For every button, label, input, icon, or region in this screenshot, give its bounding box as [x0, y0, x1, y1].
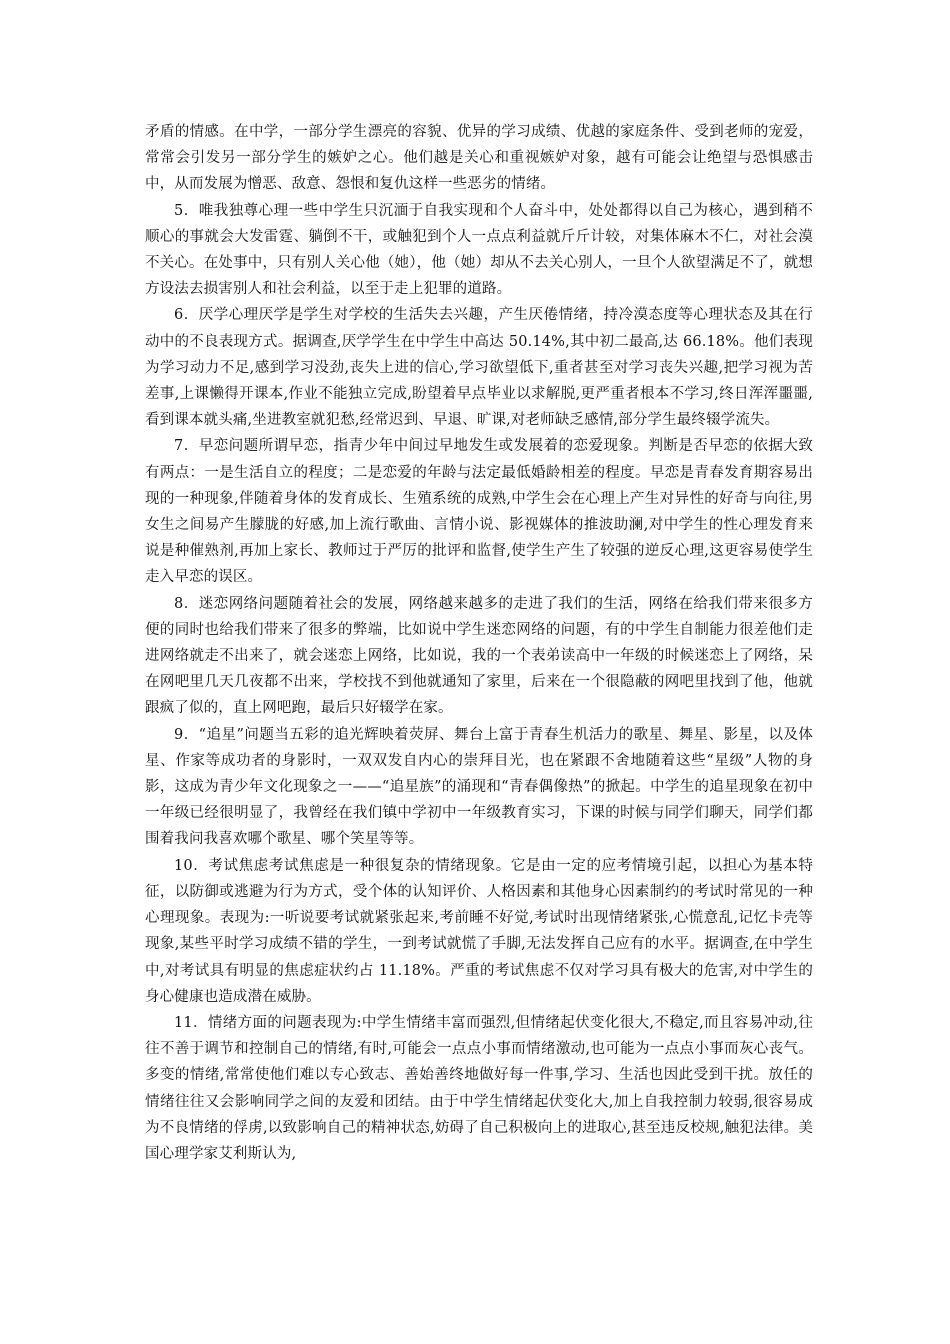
- paragraph-8: 8．迷恋网络问题随着社会的发展，网络越来越多的走进了我们的生活，网络在给我们带来很多方便的同时也给我们带来了很多的弊端，比如说中学生迷恋网络的问题，有的中学生自制能力很差他们走进网络就走不出来了，就会迷恋上网络，比如说，我的一个表弟读高中一年级的时候迷恋上了网络，呆在网吧里几天几夜都不出来，学校找不到他就通知了家里，后来在一个很隐蔽的网吧里找到了他，他就跟疯了似的，直上网吧跑，最后只好辍学在家。: [145, 595, 813, 717]
- paragraph-7: 7．早恋问题所谓早恋，指青少年中间过早地发生或发展着的恋爱现象。判断是否早恋的依据大致有两点：一是生活自立的程度；二是恋爱的年龄与法定最低婚龄相差的程度。早恋是青春发育期容易出现的一种现象,伴随着身体的发育成长、生殖系统的成熟,中学生会在心理上产生对异性的好奇与向往,男女生之间易产生朦胧的好感,加上流行歌曲、言情小说、影视媒体的推波助澜,对中学生的性心理发育来说是种催熟剂,再加上家长、教师过于严厉的批评和监督,使学生产生了较强的逆反心理,这更容易使学生走入早恋的误区。: [145, 438, 813, 586]
- paragraph-continuation: 矛盾的情感。在中学，一部分学生漂亮的容貌、优异的学习成绩、优越的家庭条件、受到老师的宠爱，常常会引发另一部分学生的嫉妒之心。他们越是关心和重视嫉妒对象，越有可能会让绝望与恐惧感击中，从而发展为憎恶、敌意、怨恨和复仇这样一些恶劣的情绪。: [145, 124, 813, 193]
- paragraph-11: 11．情绪方面的问题表现为:中学生情绪丰富而强烈,但情绪起伏变化很大,不稳定,而且容易冲动,往往不善于调节和控制自己的情绪,有时,可能会一点点小事而情绪激动,也可能为一点点小事而灰心丧气。多变的情绪,常常使他们难以专心致志、善始善终地做好每一件事,学习、生活也因此受到干扰。放任的情绪往往又会影响同学之间的友爱和团结。由于中学生情绪起伏变化大,加上自我控制力较弱,很容易成为不良情绪的俘虏,以致影响自己的精神状态,妨碍了自己积极向上的进取心,甚至违反校规,触犯法律。美国心理学家艾利斯认为,: [145, 1014, 813, 1162]
- document-body: [145, 119, 813, 1167]
- paragraph-5: 5．唯我独尊心理一些中学生只沉湎于自我实现和个人奋斗中，处处都得以自己为核心，遇到稍不顺心的事就会大发雷霆、躺倒不干，或触犯到个人一点点利益就斤斤计较，对集体麻木不仁，对社会漠不关心。在处事中，只有别人关心他（她），他（她）却从不去关心别人，一旦个人欲望满足不了，就想方设法去损害别人和社会利益，以至于走上犯罪的道路。: [145, 202, 813, 298]
- paragraph-9: 9．“追星”问题当五彩的追光辉映着荧屏、舞台上富于青春生机活力的歌星、舞星、影星，以及体星、作家等成功者的身影时，一双双发自内心的崇拜目光，也在紧跟不舍地随着这些“星级”人物的身影，这成为青少年文化现象之一——“追星族”的涌现和“青春偶像热”的掀起。中学生的追星现象在初中一年级已经很明显了，我曾经在我们镇中学初中一年级教育实习，下课的时候与同学们聊天，同学们都围着我问我喜欢哪个歌星、哪个笑星等等。: [145, 726, 813, 848]
- paragraph-10: 10．考试焦虑考试焦虑是一种很复杂的情绪现象。它是由一定的应考情境引起，以担心为基本特征，以防御或逃避为行为方式，受个体的认知评价、人格因素和其他身心因素制约的考试时常见的一种心理现象。表现为:一听说要考试就紧张起来,考前睡不好觉,考试时出现情绪紧张,心慌意乱,记忆卡壳等现象,某些平时学习成绩不错的学生，一到考试就慌了手脚,无法发挥自己应有的水平。据调查,在中学生中,对考试具有明显的焦虑症状约占 11.18%。严重的考试焦虑不仅对学习具有极大的危害,对中学生的身心健康也造成潜在威胁。: [145, 857, 813, 1005]
- paragraph-6: 6．厌学心理厌学是学生对学校的生活失去兴趣，产生厌倦情绪，持冷漠态度等心理状态及其在行动中的不良表现方式。据调查,厌学学生在中学生中高达 50.14%,其中初二最高,达 66.18%。他们表现为学习动力不足,感到学习没劲,丧失上进的信心,学习欲望低下,重者甚至对学习丧失兴趣,把学习视为苦差事,上课懒得开课本,作业不能独立完成,盼望着早点毕业以求解脱,更严重者根本不学习,终日浑浑噩噩,看到课本就头痛,坐进教室就犯愁,经常迟到、早退、旷课,对老师缺乏感情,部分学生最终辍学流失。: [145, 307, 813, 429]
